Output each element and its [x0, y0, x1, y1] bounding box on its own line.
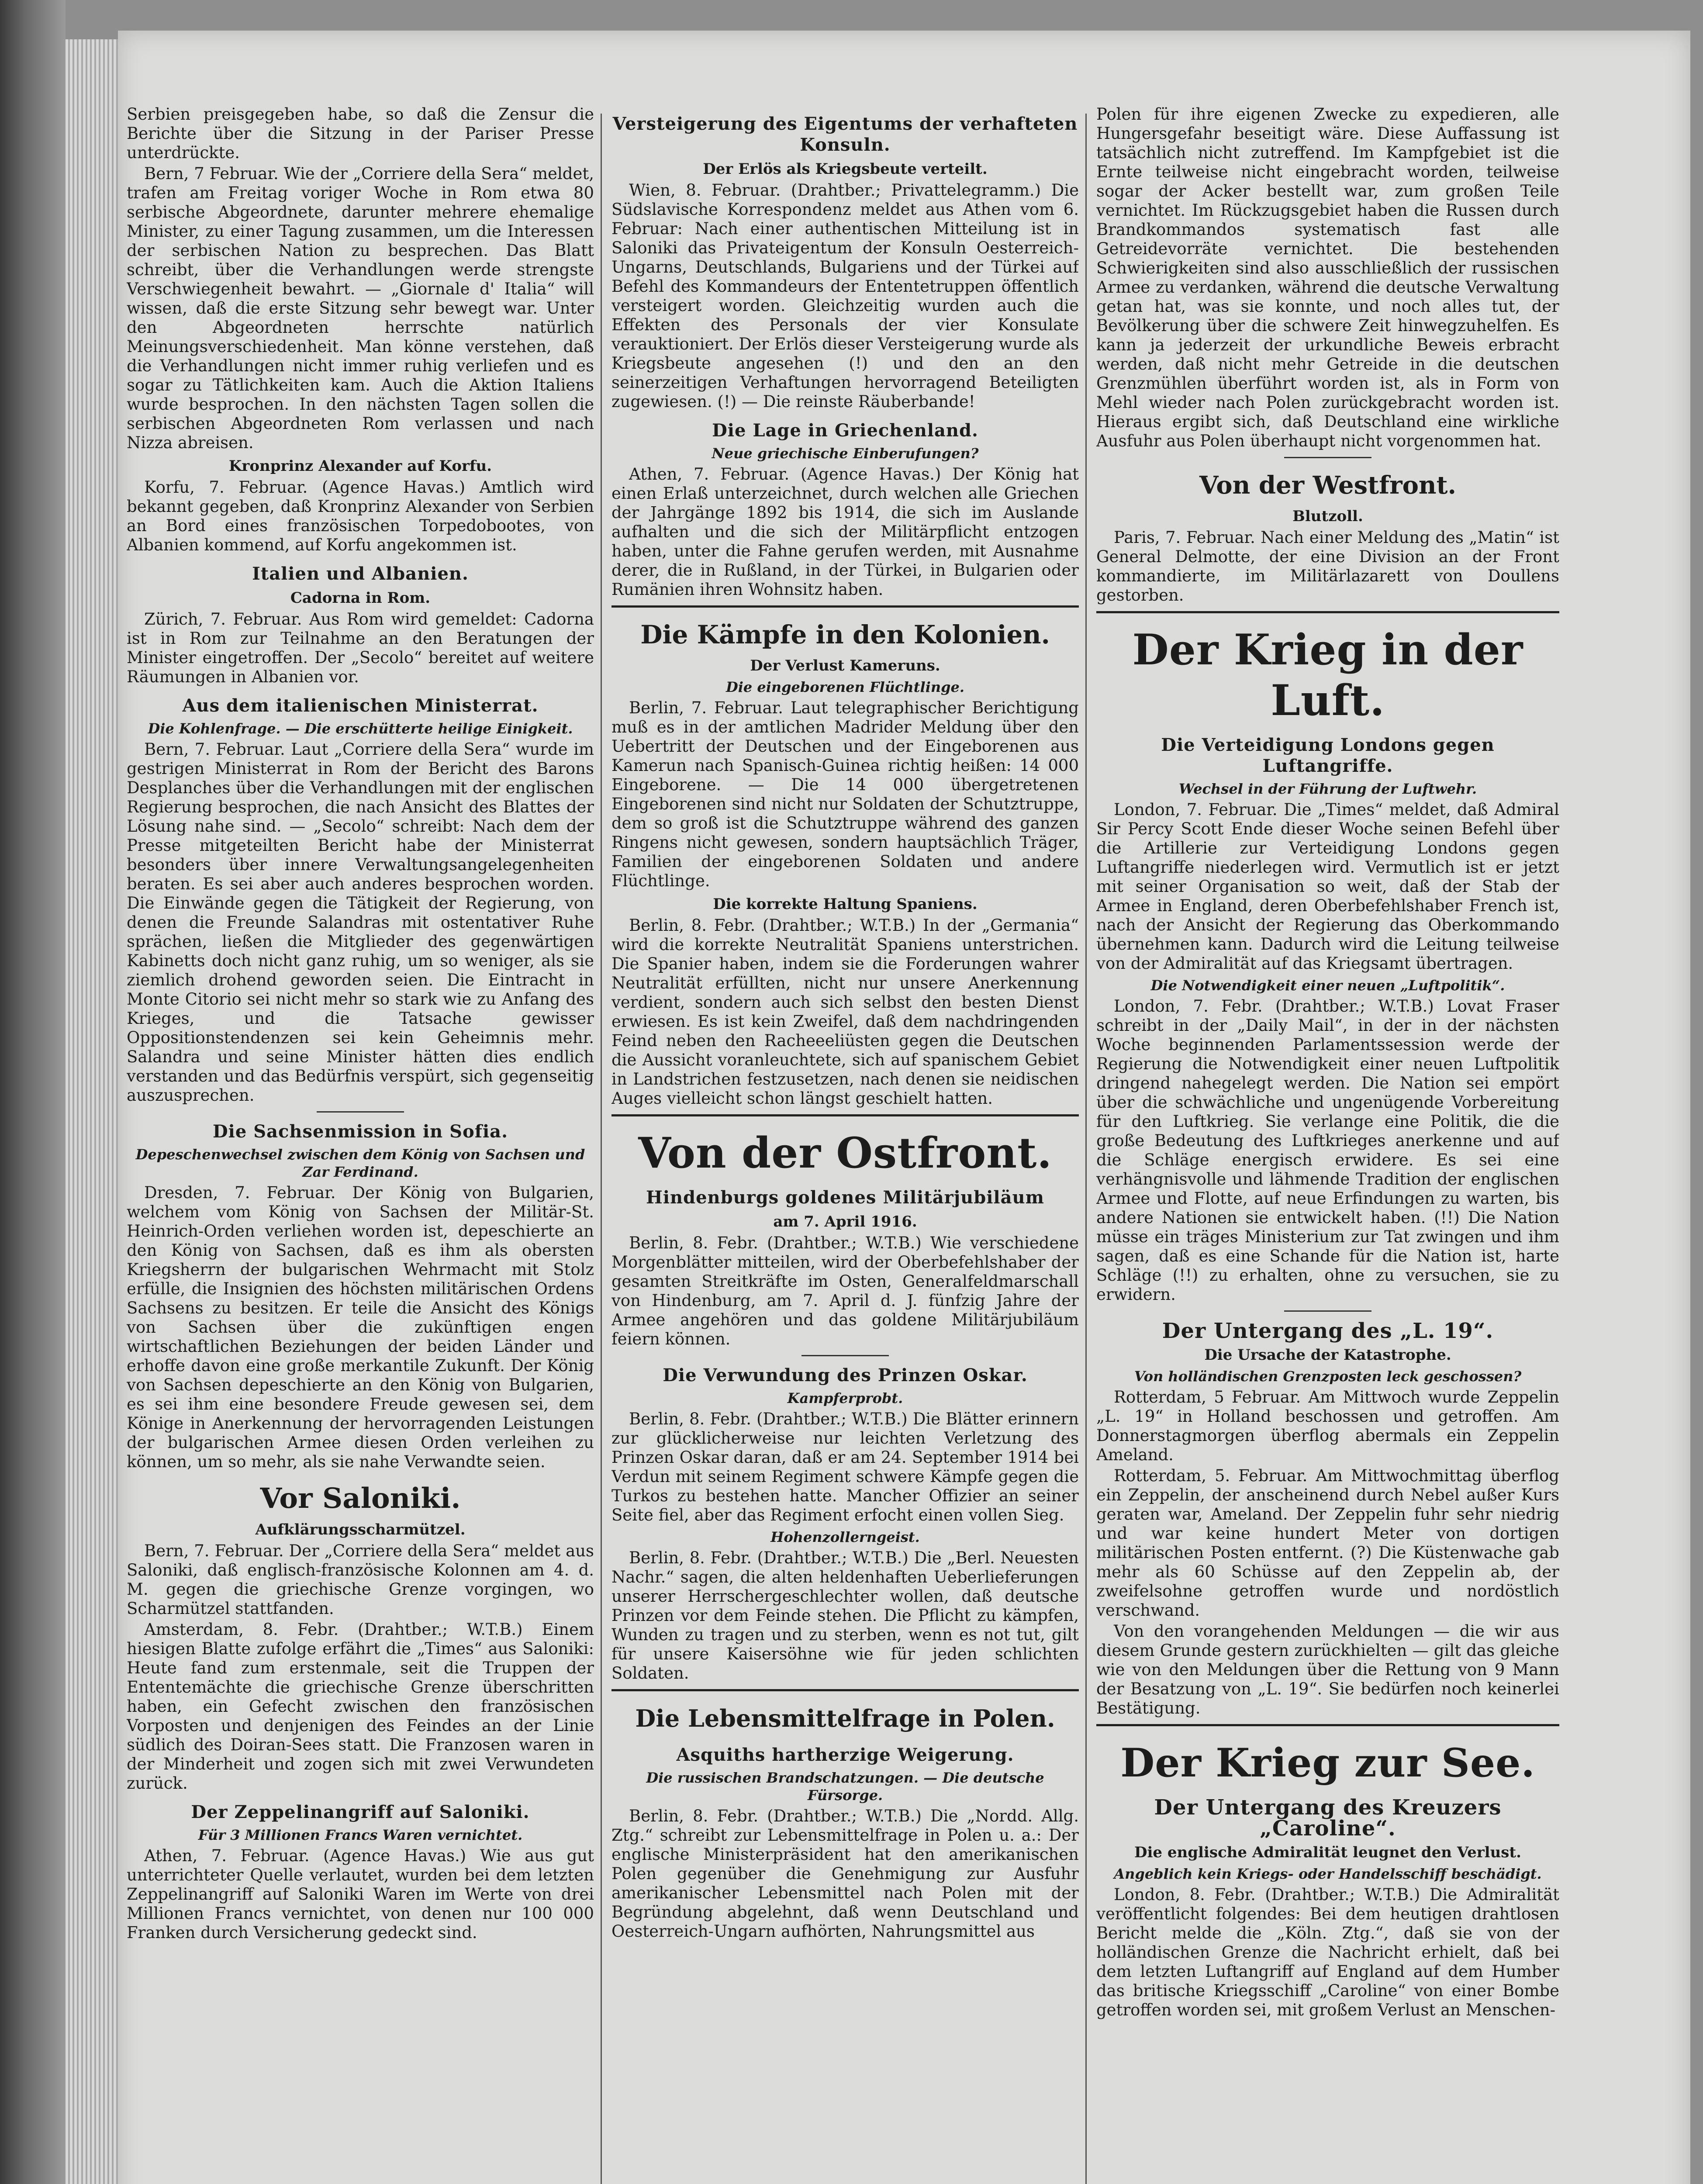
- article-text: Paris, 7. Februar. Nach einer Meldung des „Matin“ ist General Delmotte, der eine Division an der Front kommandierte, im Militärlazarett von Doullens gestorben.: [1096, 528, 1559, 605]
- divider: [611, 1114, 1079, 1116]
- article-text: Bern, 7 Februar. Wie der „Corriere della Sera“ meldet, trafen am Freitag voriger Woche in Rom etwa 80 serbische Abgeordnete, darunter mehrere ehemalige Minister, zu einer Tagung zusammen, um die Interessen der serbischen Nation zu besprechen. Das Blatt schreibt, über die Verhandlungen werde strengste Verschwiegenheit bewahrt. — „Giornale d' Italia“ will wissen, daß die erste Sitzung sehr bewegt war. Unter den Abgeordneten herrschte natürlich Meinungsverschiedenheit. Man könne verstehen, daß die Verhandlungen nicht immer ruhig verliefen und es sogar zu Tätlichkeiten kam. Auch die Aktion Italiens wurde besprochen. In den nächsten Tagen sollen die serbischen Abgeordneten Rom verlassen und nach Nizza abreisen.: [127, 164, 594, 452]
- page-edges: [66, 39, 118, 2184]
- article-text: Berlin, 8. Febr. (Drahtber.; W.T.B.) Wie verschiedene Morgenblätter mitteilen, wird der Oberbefehlshaber der gesamten Streitkräfte im Osten, Generalfeldmarschall von Hindenburg, am 7. April d. J. fünfzig Jahre der Armee angehören und das goldene Militärjubiläum feiern können.: [611, 1234, 1079, 1348]
- subheading: Neue griechische Einberufungen?: [712, 445, 979, 462]
- section-heading: Die Lage in Griechenland.: [712, 420, 978, 441]
- subheading: Der Untergang des Kreuzers „Caroline“.: [1154, 1795, 1502, 1841]
- subheading: Die Notwendigkeit einer neuen „Luftpolitik“.: [1150, 977, 1505, 994]
- article-text: London, 8. Febr. (Drahtber.; W.T.B.) Die Admiralität veröffentlicht folgendes: Bei dem heutigen drahtlosen Bericht melde die „Köln. Ztg.“, daß sie von der holländischen Grenze die Nachricht erhielt, daß bei dem letzten Luftangriff auf England auf dem Humber das britische Kriegsschiff „Caroline“ von einer Bombe getroffen worden sei, mit großem Verlust an Menschen-: [1096, 1885, 1559, 2019]
- subheading: Für 3 Millionen Francs Waren vernichtet.: [198, 1827, 523, 1843]
- subheading: Angeblich kein Kriegs- oder Handelsschiff beschädigt.: [1114, 1866, 1542, 1882]
- section-heading: Von der Ostfront.: [638, 1128, 1052, 1178]
- article-text: Berlin, 8. Febr. (Drahtber.; W.T.B.) In der „Germania“ wird die korrekte Neutralität Spaniens unterstrichen. Die Spanier haben, indem sie die Forderungen wahrer Neutralität erfüllten, nicht nur unsere Anerkennung verdient, sondern auch sich selbst den besten Dienst erwiesen. Es ist kein Zweifel, daß dem nachdringenden Feind neben den Racheeeliüsten gegen die Deutschen die Aussicht voranleuchtete, sich auf spanischem Gebiet in Landstrichen festzusetzen, nach denen sie neidischen Auges vielleicht schon längst geschielt hatten.: [611, 916, 1079, 1108]
- article-text: Wien, 8. Februar. (Drahtber.; Privattelegramm.) Die Südslavische Korrespondenz meldet aus Athen vom 6. Februar: Nach einer authentischen Mitteilung ist in Saloniki das Privateigentum der Konsuln Oesterreich-Ungarns, Deutschlands, Bulgariens und der Türkei auf Befehl des Kommandeurs der Ententetruppen öffentlich versteigert worden. Gleichzeitig wurden auch die Effekten des Personals der vier Konsulate verauktioniert. Der Erlös dieser Versteigerung wurde als Kriegsbeute angesehen (!) und den an den seinerzeitigen Verhaftungen hervorragend Beteiligten zugewiesen. (!) — Die reinste Räuberbande!: [611, 181, 1079, 411]
- article-text: Rotterdam, 5 Februar. Am Mittwoch wurde Zeppelin „L. 19“ in Holland beschossen und getroffen. Am Donnerstagmorgen überflog abermals ein Zeppelin Ameland.: [1096, 1388, 1559, 1464]
- article-text: Amsterdam, 8. Febr. (Drahtber.; W.T.B.) Einem hiesigen Blatte zufolge erfährt die „Times“ aus Saloniki: Heute fand zum erstenmale, seit die Truppen der Ententemächte die griechische Grenze überschritten haben, ein Gefecht zwischen den französischen Vorposten und denjenigen des Feindes an der Linie südlich des Doiran-Sees statt. Die Franzosen waren in der Minderheit und zogen sich mit zwei Verwundeten zurück.: [127, 1620, 594, 1793]
- article-text: Athen, 7. Februar. (Agence Havas.) Wie aus gut unterrichteter Quelle verlautet, wurden bei dem letzten Zeppelinangriff auf Saloniki Waren im Werte von drei Millionen Francs vernichtet, von denen nur 100 000 Franken durch Versicherung gedeckt sind.: [127, 1846, 594, 1942]
- divider: [1284, 457, 1371, 458]
- article-text: Berlin, 7. Februar. Laut telegraphischer Berichtigung muß es in der amtlichen Madrider Meldung über den Uebertritt der Deutschen und der Eingeborenen aus Kamerun nach Spanisch-Guinea richtig heißen: 14 000 Eingeborene. — Die 14 000 übergetretenen Eingeborenen sind nicht nur Soldaten der Schutztruppe, dem so groß ist die Schutztruppe während des ganzen Ringens nicht gewesen, sondern hauptsächlich Träger, Familien der eingeborenen Soldaten und andere Flüchtlinge.: [611, 698, 1079, 890]
- book-binding: [0, 0, 66, 2184]
- divider: [611, 1689, 1079, 1691]
- section-heading: Der Krieg zur See.: [1120, 1740, 1535, 1786]
- divider: [1096, 611, 1559, 613]
- section-heading: Die Lebensmittelfrage in Polen.: [635, 1704, 1055, 1732]
- column-3: [1096, 105, 1559, 2184]
- divider: [611, 605, 1079, 608]
- subheading: Cadorna in Rom.: [290, 589, 431, 607]
- subheading: Blutzoll.: [1292, 508, 1363, 525]
- subheading: Die russischen Brandschatzungen. — Die deutsche Fürsorge.: [646, 1769, 1044, 1804]
- subheading: Depeschenwechsel zwischen dem König von Sachsen und Zar Ferdinand.: [135, 1146, 585, 1180]
- article-text: Rotterdam, 5. Februar. Am Mittwochmittag überflog ein Zeppelin, der anscheinend durch Nebel außer Kurs geraten war, Ameland. Der Zeppelin fuhr sehr niedrig und war keine hundert Meter von dortigen militärischen Posten entfernt. (?) Die Küstenwache gab mehr als 60 Schüsse auf den Zeppelin ab, der zweifelsohne getroffen wurde und nordöstlich verschwand.: [1096, 1466, 1559, 1620]
- article-text: Bern, 7. Februar. Der „Corriere della Sera“ meldet aus Saloniki, daß englisch-französische Kolonnen am 4. d. M. gegen die griechische Grenze vorgingen, wo Scharmützel stattfanden.: [127, 1541, 594, 1618]
- divider: [801, 1355, 889, 1356]
- column-rule: [601, 114, 602, 2184]
- article-text: Berlin, 8. Febr. (Drahtber.; W.T.B.) Die „Nordd. Allg. Ztg.“ schreibt zur Lebensmittelfrage in Polen u. a.: Der englische Ministerpräsident hat den amerikanischen Polen gegenüber die Genehmigung zur Ausfuhr amerikanischer Lebensmittel nach Polen mit der Begründung abgelehnt, daß wenn Deutschland und Oesterreich-Ungarn aufhörten, Nahrungsmittel aus: [611, 1807, 1079, 1941]
- divider: [1284, 1310, 1371, 1312]
- section-heading: Von der Westfront.: [1199, 471, 1457, 500]
- subheading: Hohenzollerngeist.: [770, 1529, 920, 1545]
- subheading: Der Erlös als Kriegsbeute verteilt.: [703, 160, 988, 178]
- subheading: Wechsel in der Führung der Luftwehr.: [1178, 781, 1477, 797]
- section-heading: Der Untergang des „L. 19“.: [1162, 1319, 1494, 1343]
- subheading: Der Verlust Kameruns.: [750, 657, 940, 674]
- subheading: Kampferprobt.: [787, 1390, 903, 1406]
- column-2: [611, 105, 1079, 2184]
- section-heading: Vor Saloniki.: [260, 1482, 461, 1515]
- article-text: Bern, 7. Februar. Laut „Corriere della Sera“ wurde im gestrigen Ministerrat in Rom der Bericht des Barons Desplanches über die Verhandlungen mit der englischen Regierung besprochen, die nach Ansicht des Blattes der Lösung nahe sind. — „Secolo“ schreibt: Nach dem der Presse mitgeteilten Bericht habe der Ministerrat besonders über innere Verwaltungsangelegenheiten beraten. Es sei aber auch anderes besprochen worden. Die Einwände gegen die Tätigkeit der Regierung, von denen die Freunde Salandras mit ostentativer Ruhe sprächen, ließen die Mitglieder des gegenwärtigen Kabinetts doch nicht ganz ruhig, um so weniger, als sie ziemlich drohend geworden seien. Die Eintracht in Monte Citorio sei nicht mehr so stark wie zu Anfang des Krieges, und die Tatsache gewisser Oppositionstendenzen sei kein Geheimnis mehr. Salandra und seine Minister hätten dies endlich verstanden und das Bedürfnis verspürt, sich gegenseitig auszusprechen.: [127, 740, 594, 1105]
- section-heading: Die Verwundung des Prinzen Oskar.: [663, 1365, 1028, 1386]
- section-heading: Die Kämpfe in den Kolonien.: [640, 620, 1050, 650]
- subheading: am 7. April 1916.: [773, 1213, 917, 1230]
- article-text: Zürich, 7. Februar. Aus Rom wird gemeldet: Cadorna ist in Rom zur Teilnahme an den Beratungen der Minister eingetroffen. Der „Secolo“ bereitet auf weitere Räumungen in Albanien vor.: [127, 610, 594, 686]
- section-heading: Der Zeppelinangriff auf Saloniki.: [191, 1802, 530, 1822]
- article-text: Korfu, 7. Februar. (Agence Havas.) Amtlich wird bekannt gegeben, daß Kronprinz Alexander von Serbien an Bord eines französischen Torpedobootes, von Albanien kommend, auf Korfu angekommen ist.: [127, 478, 594, 554]
- article-text: Athen, 7. Februar. (Agence Havas.) Der König hat einen Erlaß unterzeichnet, durch welchen alle Griechen der Jahrgänge 1892 bis 1914, die sich im Auslande aufhalten und die sich der Militärpflicht entzogen haben, unter die Fahne gerufen werden, mit Ausnahme derer, die in Rußland, in der Türkei, in Bulgarien oder Rumänien ihren Wohnsitz haben.: [611, 465, 1079, 599]
- section-heading: Die Sachsenmission in Sofia.: [212, 1121, 508, 1142]
- section-heading: Aus dem italienischen Ministerrat.: [182, 695, 539, 716]
- subheading: Asquiths hartherzige Weigerung.: [676, 1745, 1014, 1765]
- article-text: Von den vorangehenden Meldungen — die wir aus diesem Grunde gestern zurückhielten — gilt das gleiche wie von den Meldungen über die Rettung von 9 Mann der Besatzung von „L. 19“. Sie bedürfen noch keinerlei Bestätigung.: [1096, 1622, 1559, 1717]
- divider: [317, 1111, 404, 1113]
- article-text: Polen für ihre eigenen Zwecke zu expedieren, alle Hungersgefahr beseitigt wäre. Diese Auffassung ist tatsächlich nicht zutreffend. Im Kampfgebiet ist die Ernte teilweise nicht eingebracht worden, teilweise sogar der Acker bestellt war, zum großen Teile vernichtet. Im Rückzugsgebiet haben die Russen durch Brandkommandos systematisch fast alle Getreidevorräte vernichtet. Die bestehenden Schwierigkeiten sind also ausschließlich der russischen Armee zu verdanken, während die deutsche Verwaltung getan hat, was sie konnte, und noch alles tut, der Bevölkerung über die schwere Zeit hinwegzuhelfen. Es kann ja jederzeit der urkundliche Beweis erbracht werden, daß nicht mehr Getreide in die deutschen Grenzmühlen überführt worden ist, als in Form von Mehl wieder nach Polen zurückgebracht worden ist. Hieraus ergibt sich, daß Deutschland eine wirkliche Ausfuhr aus Polen überhaupt nicht vorgenommen hat.: [1096, 105, 1559, 450]
- column-1: [127, 105, 594, 2184]
- subheading: Aufklärungsscharmützel.: [255, 1521, 466, 1538]
- column-rule: [1085, 114, 1087, 2184]
- section-heading: Der Krieg in der Luft.: [1132, 625, 1523, 725]
- subheading: Hindenburgs goldenes Militärjubiläum: [646, 1187, 1044, 1208]
- divider: [1096, 1724, 1559, 1726]
- subheading: Von holländischen Grenzposten leck geschossen?: [1134, 1368, 1522, 1385]
- subheading: Die eingeborenen Flüchtlinge.: [725, 679, 964, 695]
- article-text: Dresden, 7. Februar. Der König von Bulgarien, welchem vom König von Sachsen der Militär-St. Heinrich-Orden verliehen worden ist, depeschierte an den König von Sachsen, daß es ihm als obersten Kriegsherrn der bulgarischen Wehrmacht mit Stolz erfülle, die Insignien des höchsten militärischen Ordens Sachsens zu besitzen. Er teile die Ansicht des Königs von Sachsen über die zukünftigen engen wirtschaftlichen Beziehungen der beiden Länder und erhoffe davon eine große merkantile Zukunft. Der König von Sachsen depeschierte an den König von Bulgarien, es sei ihm eine besondere Freude gewesen sei, dem Könige in Anerkennung der hervorragenden Leistungen der bulgarischen Armee diesen Orden verleihen zu können, um so mehr, als sie nahe Verwandte seien.: [127, 1183, 594, 1471]
- article-text: Serbien preisgegeben habe, so daß die Zensur die Berichte über die Sitzung in der Pariser Presse unterdrückte.: [127, 105, 594, 162]
- section-heading: Italien und Albanien.: [252, 563, 469, 584]
- subheading: Die englische Admiralität leugnet den Verlust.: [1134, 1844, 1521, 1861]
- subheading: Die Kohlenfrage. — Die erschütterte heilige Einigkeit.: [148, 720, 573, 737]
- subheading: Die Verteidigung Londons gegen Luftangriffe.: [1161, 735, 1495, 776]
- article-text: Berlin, 8. Febr. (Drahtber.; W.T.B.) Die Blätter erinnern zur glücklicherweise nur leichten Verletzung des Prinzen Oskar daran, daß er am 24. September 1914 bei Verdun mit seinem Regiment schwere Kämpfe gegen die Turkos zu bestehen hatte. Mancher Offizier an seiner Seite fiel, aber das Regiment erfocht einen vollen Sieg.: [611, 1410, 1079, 1524]
- article-text: London, 7. Februar. Die „Times“ meldet, daß Admiral Sir Percy Scott Ende dieser Woche seinen Befehl über die Artillerie zur Verteidigung Londons gegen Luftangriffe niederlegen wird. Vermutlich ist er jetzt mit seiner Organisation so weit, daß der Stab der Armee in England, deren Oberbefehlshaber French ist, nach der Ansicht der Regierung das Oberkommando übernehmen kann. Dadurch wird die Leitung teilweise von der Admiralität auf das Kriegsamt übertragen.: [1096, 800, 1559, 973]
- section-heading: Versteigerung des Eigentums der verhafteten Konsuln.: [612, 114, 1078, 155]
- subheading: Kronprinz Alexander auf Korfu.: [228, 457, 492, 475]
- article-text: London, 7. Febr. (Drahtber.; W.T.B.) Lovat Fraser schreibt in der „Daily Mail“, in der in der nächsten Woche beginnenden Parlamentssession werde der Regierung die Notwendigkeit einer neuen Luftpolitik dringend nahegelegt werden. Die Nation sei empört über die schwächliche und ungenügende Vorbereitung für den Luftkrieg. Sie verlange eine Politik, die die große Bedeutung des Luftkrieges anerkenne und auf die Schläge energisch erwidere. Es sei eine verhängnisvolle und lähmende Tradition der englischen Armee und Flotte, auf neue Erfindungen zu warten, bis andere Nationen sie entwickelt haben. (!!) Die Nation müsse ein träges Ministerium zur Tat zwingen und ihm sagen, daß es eine Schande für die Nation ist, harte Schläge (!!) zu erhalten, ohne zu versuchen, sie zu erwidern.: [1096, 997, 1559, 1304]
- subheading: Die Ursache der Katastrophe.: [1204, 1346, 1451, 1364]
- article-text: Berlin, 8. Febr. (Drahtber.; W.T.B.) Die „Berl. Neuesten Nachr.“ sagen, die alten heldenhaften Ueberlieferungen unserer Herrschergeschlechter wollen, daß deutsche Prinzen vor dem Feinde stehen. Die Pflicht zu kämpfen, Wunden zu tragen und zu sterben, wenn es not tut, gilt für unsere Kaisersöhne wie für jeden schlichten Soldaten.: [611, 1548, 1079, 1683]
- subheading: Die korrekte Haltung Spaniens.: [713, 895, 978, 913]
